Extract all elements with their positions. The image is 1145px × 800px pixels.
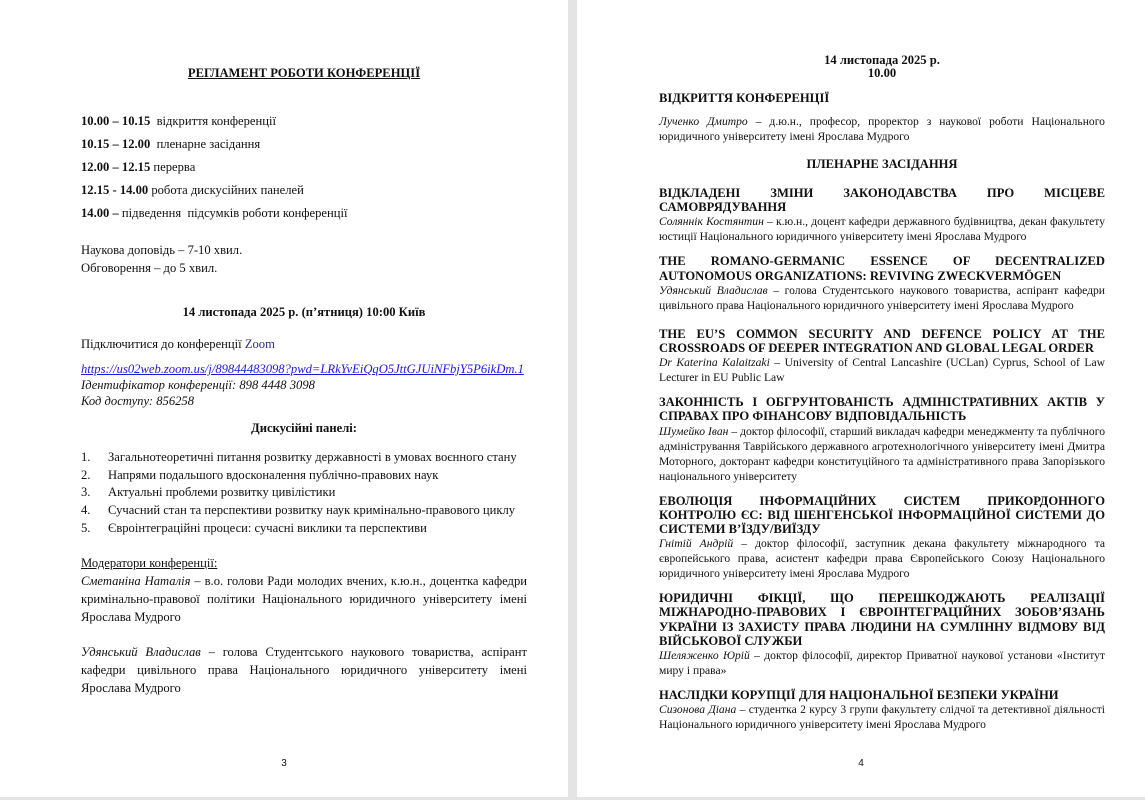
schedule-item: [81, 135, 527, 158]
talk-title: THE EU’S COMMON SECURITY AND DEFENCE POLICY AT THE CROSSROADS OF DEEPER INTEGRATION AND GLOBAL LEGAL ORDER: [659, 326, 1105, 356]
talk-entry: [659, 688, 1105, 732]
schedule-label: відкриття конференції: [150, 114, 276, 128]
talk-title: ЕВОЛЮЦІЯ ІНФОРМАЦІЙНИХ СИСТЕМ ПРИКОРДОННОГО КОНТРОЛЮ ЄС: ВІД ШЕНГЕНСЬКОЇ ІНФОРМАЦІЙНОЇ СИСТЕМИ ДО СИСТЕМИ В’ЇЗДУ/ВИЇЗДУ: [659, 493, 1105, 537]
panels-list: [81, 449, 527, 538]
schedule-item: [81, 181, 527, 204]
schedule-list: [81, 112, 527, 227]
moderator-desc: – голова Студентського наукового товариства, аспірант кафедри цивільного права Національного юридичного університету імені Ярослава Мудрого: [81, 644, 527, 695]
page-3-content: [81, 66, 527, 697]
access-code: Код доступу: 856258: [81, 394, 195, 408]
panel-item: [81, 467, 527, 485]
schedule-time: 14.00 –: [81, 206, 119, 220]
connect-text: Підключитися до конференції: [81, 337, 245, 351]
author-name: Гнітій Андрій: [659, 537, 734, 551]
author-desc: – студентка 2 курсу 3 групи факультету слідчої та детективної діяльності Національного юридичного університету імені Ярослава Мудрого: [659, 703, 1106, 732]
panel-number: 5.: [81, 520, 91, 535]
author-desc: – к.ю.н., доцент кафедри державного будівництва, декан факультету юстиції Національного юридичного університету імені Ярослава Мудрого: [659, 215, 1105, 244]
panel-item: [81, 484, 527, 502]
page-number: 4: [858, 758, 864, 769]
schedule-label: робота дискусійних панелей: [148, 183, 304, 197]
talk-title: ЮРИДИЧНІ ФІКЦІЇ, ЩО ПЕРЕШКОДЖАЮТЬ РЕАЛІЗАЦІЇ МІЖНАРОДНО-ПРАВОВИХ І ЄВРОІНТЕГРАЦІЙНИХ ЗОБОВ’ЯЗАНЬ УКРАЇНИ ІЗ ЗАХИСТУ ПРАВА ЛЮДИНИ НА СУМЛІННУ ВІДМОВУ ВІД ВІЙСЬКОВОЇ СЛУЖБИ: [659, 591, 1105, 648]
talk-author: [659, 648, 1105, 678]
talk-entry: [659, 254, 1105, 312]
note-discussion-time: Обговорення – до 5 хвил.: [81, 261, 218, 275]
panel-text: Актуальні проблеми розвитку цивілістики: [108, 485, 336, 500]
panel-number: 4.: [81, 503, 91, 518]
talk-entry: [659, 494, 1105, 582]
page-4: [577, 0, 1145, 797]
talk-entry: [659, 327, 1105, 385]
speaker-name: Лученко Дмитро: [659, 115, 748, 128]
author-name: Сизонова Діана: [659, 703, 737, 717]
speaker-desc: – д.ю.н., професор, проректор з наукової роботи Національного юридичного університету імені Ярослава Мудрого: [659, 115, 1105, 143]
schedule-item: [81, 158, 527, 181]
talk-author: [659, 214, 1105, 244]
panel-item: [81, 449, 527, 467]
talk-author: [659, 536, 1105, 581]
opening-heading: ВІДКРИТТЯ КОНФЕРЕНЦІЇ: [659, 91, 830, 105]
opening-speaker: [659, 114, 1105, 144]
panel-text: Сучасний стан та перспективи розвитку наук кримінально-правового циклу: [108, 503, 516, 518]
schedule-time: 12.00 – 12.15: [81, 160, 151, 174]
author-name: Удянський Владислав: [659, 283, 768, 297]
schedule-time: 10.15 – 12.00: [81, 137, 151, 151]
zoom-connect-line: [81, 335, 527, 353]
schedule-label: підведення підсумків роботи конференції: [118, 206, 348, 220]
panel-text: Напрями подальшого вдосконалення публічно-правових наук: [108, 467, 439, 482]
panels-heading: Дискусійні панелі:: [251, 421, 357, 435]
moderator-entry: [81, 572, 527, 626]
author-desc: – University of Central Lancashire (UCLan) Cyprus, School of Law Lecturer in EU Public Law: [659, 356, 1105, 385]
talk-author: [659, 355, 1105, 385]
conference-date-line: 14 листопада 2025 р. (п’ятниця) 10:00 Київ: [182, 305, 426, 319]
author-desc: – голова Студентського наукового товариства, аспірант кафедри цивільного права Національного юридичного університету імені Ярослава Мудрого: [659, 283, 1105, 312]
page-3: [0, 0, 568, 797]
panel-number: 3.: [81, 485, 91, 500]
schedule-label: перерва: [150, 160, 196, 174]
panel-item: [81, 520, 527, 538]
plenary-heading: ПЛЕНАРНЕ ЗАСІДАННЯ: [806, 157, 958, 171]
page-number: 3: [281, 758, 287, 769]
schedule-label: пленарне засідання: [150, 137, 261, 151]
talk-entry: [659, 591, 1105, 678]
moderator-desc: – в.о. голови Ради молодих вчених, к.ю.н., доцентка кафедри кримінально-правової політики Національного юридичного університету імені Ярослава Мудрого: [81, 573, 527, 624]
talk-entry: [659, 186, 1105, 244]
schedule-item: [81, 112, 527, 135]
author-name: Шеляженко Юрій: [659, 649, 750, 663]
panel-number: 1.: [81, 450, 91, 464]
panel-number: 2.: [81, 467, 91, 482]
schedule-time: 12.15 - 14.00: [81, 183, 149, 197]
moderator-name: Удянський Владислав: [81, 644, 201, 659]
talk-title: ВІДКЛАДЕНІ ЗМІНИ ЗАКОНОДАВСТВА ПРО МІСЦЕВЕ САМОВРЯДУВАННЯ: [659, 186, 1105, 215]
author-desc: – доктор філософії, директор Приватної наукової установи «Інститут миру і права»: [659, 649, 1105, 678]
talk-author: [659, 283, 1105, 313]
page-4-content: [659, 54, 1105, 732]
zoom-link[interactable]: https://us02web.zoom.us/j/89844483098?pwd=LRkYvEiQqO5JttGJUiNFbjY5P6ikDm.1: [81, 362, 524, 376]
note-report-time: Наукова доповідь – 7-10 хвил.: [81, 243, 243, 257]
panel-text: Євроінтеграційні процеси: сучасні виклики та перспективи: [108, 520, 427, 535]
author-name: Соляннік Костянтин: [659, 215, 764, 229]
panel-text: Загальнотеоретичні питання розвитку державності в умовах воєнного стану: [108, 450, 517, 464]
talk-title: НАСЛІДКИ КОРУПЦІЇ ДЛЯ НАЦІОНАЛЬНОЇ БЕЗПЕКИ УКРАЇНИ: [659, 688, 1059, 703]
moderators-heading: Модератори конференції:: [81, 555, 218, 570]
timing-notes: [81, 241, 527, 277]
talk-title: THE ROMANO-GERMANIC ESSENCE OF DECENTRALIZED AUTONOMOUS ORGANIZATIONS: REVIVING ZWECKVERMÖGEN: [659, 254, 1105, 283]
talk-entry: [659, 395, 1105, 483]
moderator-entry: [81, 643, 527, 697]
author-name: Dr Katerina Kalaitzaki: [659, 356, 770, 370]
talk-author: [659, 424, 1105, 484]
zoom-label: Zoom: [244, 337, 275, 351]
program-time: 10.00: [867, 66, 897, 80]
author-name: Шумейко Іван: [659, 424, 729, 438]
program-date: 14 листопада 2025 р.: [824, 53, 940, 67]
schedule-title: РЕГЛАМЕНТ РОБОТИ КОНФЕРЕНЦІЇ: [187, 66, 421, 80]
talk-title: ЗАКОННІСТЬ І ОБГРУНТОВАНІСТЬ АДМІНІСТРАТИВНИХ АКТІВ У СПРАВАХ ПРО ФІНАНСОВУ ВІДПОВІДАЛЬНІСТЬ: [659, 395, 1105, 424]
schedule-time: 10.00 – 10.15: [81, 114, 151, 128]
panel-item: [81, 502, 527, 520]
author-desc: – доктор філософії, заступник декана факультету міжнародного та європейського права, асистент кафедри права Європейського Союзу Національного юридичного університету імені Ярослава Мудрого: [659, 537, 1105, 581]
meeting-id: Ідентифікатор конференції: 898 4448 3098: [81, 378, 315, 392]
schedule-item: [81, 204, 527, 227]
moderator-name: Сметаніна Наталія: [81, 573, 191, 588]
talk-author: [659, 702, 1105, 732]
author-desc: – доктор філософії, старший викладач кафедри менеджменту та публічного адміністрування Таврійського державного агротехнологічного університету імені Дмитра Моторного, докторант кафедри конституційного та адміністративного права Запорізького національного університету: [659, 424, 1105, 483]
